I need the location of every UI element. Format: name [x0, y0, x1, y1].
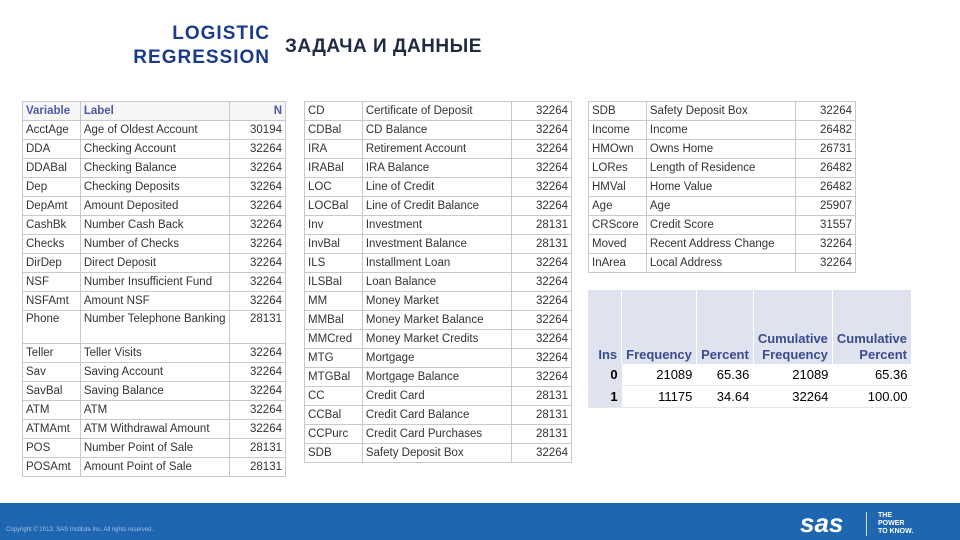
freq-level-cell: 0	[588, 364, 622, 386]
frequency-table	[588, 290, 912, 408]
variable-cell: Moved	[589, 235, 647, 254]
variable-cell: ILSBal	[305, 273, 363, 292]
label-cell: Teller Visits	[80, 344, 230, 363]
n-cell: 25907	[796, 197, 856, 216]
n-cell: 28131	[230, 311, 286, 344]
label-cell: Mortgage Balance	[362, 368, 512, 387]
table-row	[23, 273, 286, 292]
label-cell: Saving Account	[80, 363, 230, 382]
label-cell: Investment Balance	[362, 235, 512, 254]
n-cell: 30194	[230, 121, 286, 140]
variables-table-3	[588, 101, 856, 273]
freq-column-header: Ins	[588, 290, 622, 364]
freq-level-cell: 1	[588, 386, 622, 408]
label-cell: Number Telephone Banking	[80, 311, 230, 344]
label-cell: Amount Point of Sale	[80, 458, 230, 477]
table-header-row	[23, 102, 286, 121]
label-cell: CD Balance	[362, 121, 512, 140]
label-cell: Home Value	[646, 178, 796, 197]
label-cell: Direct Deposit	[80, 254, 230, 273]
freq-column-header: Percent	[696, 290, 753, 364]
variables-table-1	[22, 101, 286, 477]
table-row	[305, 159, 572, 178]
variable-cell: MTG	[305, 349, 363, 368]
freq-value-cell: 65.36	[696, 364, 753, 386]
n-cell: 32264	[230, 197, 286, 216]
label-cell: Credit Card Purchases	[362, 425, 512, 444]
freq-value-cell: 21089	[622, 364, 697, 386]
label-cell: Checking Account	[80, 140, 230, 159]
n-cell: 26482	[796, 159, 856, 178]
label-cell: Investment	[362, 216, 512, 235]
label-cell: Local Address	[646, 254, 796, 273]
table-row	[305, 121, 572, 140]
label-cell: ATM Withdrawal Amount	[80, 420, 230, 439]
label-cell: Money Market Credits	[362, 330, 512, 349]
table-row	[23, 344, 286, 363]
n-cell: 28131	[512, 387, 572, 406]
label-cell: Safety Deposit Box	[362, 444, 512, 463]
n-cell: 32264	[230, 420, 286, 439]
label-cell: Money Market Balance	[362, 311, 512, 330]
table-row	[305, 425, 572, 444]
freq-value-cell: 11175	[622, 386, 697, 408]
variable-cell: Teller	[23, 344, 81, 363]
variable-cell: LOC	[305, 178, 363, 197]
table-row	[305, 254, 572, 273]
n-cell: 32264	[512, 178, 572, 197]
label-cell: Line of Credit Balance	[362, 197, 512, 216]
sas-logo: sas	[800, 508, 844, 538]
table-row	[23, 140, 286, 159]
variable-cell: Age	[589, 197, 647, 216]
variable-cell: DirDep	[23, 254, 81, 273]
label-cell: Age of Oldest Account	[80, 121, 230, 140]
table-row	[23, 311, 286, 344]
n-cell: 32264	[512, 254, 572, 273]
label-cell: Credit Card Balance	[362, 406, 512, 425]
variable-cell: Inv	[305, 216, 363, 235]
variable-cell: LORes	[589, 159, 647, 178]
n-cell: 32264	[512, 330, 572, 349]
table-row	[23, 420, 286, 439]
label-cell: Credit Score	[646, 216, 796, 235]
table-row	[305, 216, 572, 235]
label-cell: IRA Balance	[362, 159, 512, 178]
n-cell: 32264	[796, 102, 856, 121]
variable-cell: HMOwn	[589, 140, 647, 159]
logo-divider	[866, 512, 867, 536]
variable-cell: NSF	[23, 273, 81, 292]
variable-cell: LOCBal	[305, 197, 363, 216]
table-row	[305, 368, 572, 387]
n-cell: 32264	[512, 159, 572, 178]
table-row	[305, 330, 572, 349]
table-row	[589, 102, 856, 121]
table-row	[23, 363, 286, 382]
n-cell: 32264	[512, 102, 572, 121]
label-cell: Credit Card	[362, 387, 512, 406]
variable-cell: ATMAmt	[23, 420, 81, 439]
table-row	[589, 197, 856, 216]
n-cell: 26482	[796, 121, 856, 140]
label-cell: Retirement Account	[362, 140, 512, 159]
n-cell: 32264	[512, 197, 572, 216]
n-cell: 32264	[512, 444, 572, 463]
variable-cell: Phone	[23, 311, 81, 344]
variable-cell: CashBk	[23, 216, 81, 235]
table-row	[589, 254, 856, 273]
n-cell: 28131	[230, 439, 286, 458]
title-line1: LOGISTIC	[172, 23, 270, 44]
n-cell: 28131	[512, 406, 572, 425]
label-cell: Length of Residence	[646, 159, 796, 178]
variable-cell: POS	[23, 439, 81, 458]
variable-cell: Income	[589, 121, 647, 140]
n-cell: 32264	[512, 273, 572, 292]
label-cell: Line of Credit	[362, 178, 512, 197]
freq-value-cell: 32264	[753, 386, 832, 408]
variable-cell: MM	[305, 292, 363, 311]
n-cell: 32264	[230, 292, 286, 311]
freq-value-cell: 21089	[753, 364, 832, 386]
n-cell: 32264	[230, 254, 286, 273]
label-cell: Recent Address Change	[646, 235, 796, 254]
table-row	[589, 159, 856, 178]
table-row	[305, 349, 572, 368]
variable-cell: DDABal	[23, 159, 81, 178]
label-cell: Certificate of Deposit	[362, 102, 512, 121]
label-cell: Installment Loan	[362, 254, 512, 273]
variable-cell: CRScore	[589, 216, 647, 235]
variable-cell: IRABal	[305, 159, 363, 178]
n-cell: 32264	[230, 159, 286, 178]
table-row	[305, 311, 572, 330]
table-row	[589, 216, 856, 235]
page-subtitle: ЗАДАЧА И ДАННЫЕ	[285, 36, 482, 57]
tagline-line: TO KNOW.	[878, 528, 914, 535]
freq-value-cell: 34.64	[696, 386, 753, 408]
table-row	[23, 159, 286, 178]
label-cell: Safety Deposit Box	[646, 102, 796, 121]
table-row	[589, 178, 856, 197]
freq-value-cell: 100.00	[832, 386, 911, 408]
variable-cell: CCBal	[305, 406, 363, 425]
tagline-line: POWER	[878, 520, 905, 527]
variables-table-2	[304, 101, 572, 463]
n-cell: 32264	[230, 178, 286, 197]
table-row	[305, 273, 572, 292]
table-row	[23, 401, 286, 420]
n-cell: 32264	[230, 382, 286, 401]
label-cell: ATM	[80, 401, 230, 420]
variable-cell: MMCred	[305, 330, 363, 349]
label-cell: Number Point of Sale	[80, 439, 230, 458]
freq-row	[588, 364, 912, 386]
variable-cell: Sav	[23, 363, 81, 382]
label-cell: Checking Balance	[80, 159, 230, 178]
table-row	[589, 121, 856, 140]
variable-cell: CC	[305, 387, 363, 406]
variable-cell: InvBal	[305, 235, 363, 254]
n-cell: 32264	[796, 235, 856, 254]
table-row	[305, 178, 572, 197]
variable-cell: NSFAmt	[23, 292, 81, 311]
table-row	[23, 178, 286, 197]
table-row	[23, 439, 286, 458]
n-cell: 32264	[512, 292, 572, 311]
table-row	[23, 292, 286, 311]
n-cell: 32264	[230, 235, 286, 254]
label-cell: Number Cash Back	[80, 216, 230, 235]
variable-cell: DepAmt	[23, 197, 81, 216]
variable-cell: CCPurc	[305, 425, 363, 444]
table-row	[305, 235, 572, 254]
n-cell: 32264	[512, 349, 572, 368]
label-cell: Number of Checks	[80, 235, 230, 254]
variable-cell: SavBal	[23, 382, 81, 401]
label-cell: Owns Home	[646, 140, 796, 159]
table-row	[305, 292, 572, 311]
table-row	[305, 102, 572, 121]
variable-cell: CDBal	[305, 121, 363, 140]
variable-cell: Dep	[23, 178, 81, 197]
variable-cell: POSAmt	[23, 458, 81, 477]
column-header: Variable	[23, 102, 81, 121]
freq-header-row	[588, 290, 912, 364]
n-cell: 32264	[230, 216, 286, 235]
label-cell: Age	[646, 197, 796, 216]
variable-cell: AcctAge	[23, 121, 81, 140]
table-row	[305, 140, 572, 159]
title-line2: REGRESSION	[133, 47, 270, 68]
freq-column-header: Cumulative Frequency	[753, 290, 832, 364]
label-cell: Mortgage	[362, 349, 512, 368]
table-row	[305, 197, 572, 216]
n-cell: 32264	[796, 254, 856, 273]
sas-tagline	[878, 512, 913, 536]
variable-cell: MMBal	[305, 311, 363, 330]
n-cell: 28131	[512, 425, 572, 444]
table-row	[23, 458, 286, 477]
n-cell: 26731	[796, 140, 856, 159]
table-row	[305, 406, 572, 425]
table-row	[305, 387, 572, 406]
variable-cell: ILS	[305, 254, 363, 273]
variable-cell: MTGBal	[305, 368, 363, 387]
variable-cell: IRA	[305, 140, 363, 159]
label-cell: Checking Deposits	[80, 178, 230, 197]
n-cell: 32264	[230, 344, 286, 363]
tagline-line: THE	[878, 512, 892, 519]
n-cell: 32264	[230, 363, 286, 382]
table-row	[23, 254, 286, 273]
column-header: N	[230, 102, 286, 121]
label-cell: Money Market	[362, 292, 512, 311]
label-cell: Income	[646, 121, 796, 140]
label-cell: Number Insufficient Fund	[80, 273, 230, 292]
n-cell: 32264	[230, 401, 286, 420]
table-row	[23, 197, 286, 216]
copyright-notice: Copyright © 2013, SAS Institute Inc. All rights reserved.	[6, 527, 154, 533]
label-cell: Amount NSF	[80, 292, 230, 311]
freq-column-header: Cumulative Percent	[832, 290, 911, 364]
table-row	[23, 216, 286, 235]
table-row	[23, 235, 286, 254]
column-header: Label	[80, 102, 230, 121]
table-row	[23, 382, 286, 401]
n-cell: 32264	[230, 273, 286, 292]
freq-row	[588, 386, 912, 408]
n-cell: 32264	[512, 311, 572, 330]
n-cell: 32264	[512, 121, 572, 140]
label-cell: Loan Balance	[362, 273, 512, 292]
table-row	[305, 444, 572, 463]
n-cell: 32264	[230, 140, 286, 159]
table-row	[589, 235, 856, 254]
label-cell: Saving Balance	[80, 382, 230, 401]
label-cell: Amount Deposited	[80, 197, 230, 216]
variable-cell: SDB	[589, 102, 647, 121]
freq-column-header: Frequency	[622, 290, 697, 364]
n-cell: 28131	[512, 235, 572, 254]
n-cell: 28131	[230, 458, 286, 477]
variable-cell: DDA	[23, 140, 81, 159]
variable-cell: HMVal	[589, 178, 647, 197]
table-row	[23, 121, 286, 140]
n-cell: 26482	[796, 178, 856, 197]
n-cell: 31557	[796, 216, 856, 235]
variable-cell: SDB	[305, 444, 363, 463]
title-logistic-regression	[133, 22, 270, 70]
variable-cell: CD	[305, 102, 363, 121]
variable-cell: ATM	[23, 401, 81, 420]
variable-cell: Checks	[23, 235, 81, 254]
table-row	[589, 140, 856, 159]
n-cell: 32264	[512, 140, 572, 159]
n-cell: 32264	[512, 368, 572, 387]
variable-cell: InArea	[589, 254, 647, 273]
n-cell: 28131	[512, 216, 572, 235]
freq-value-cell: 65.36	[832, 364, 911, 386]
